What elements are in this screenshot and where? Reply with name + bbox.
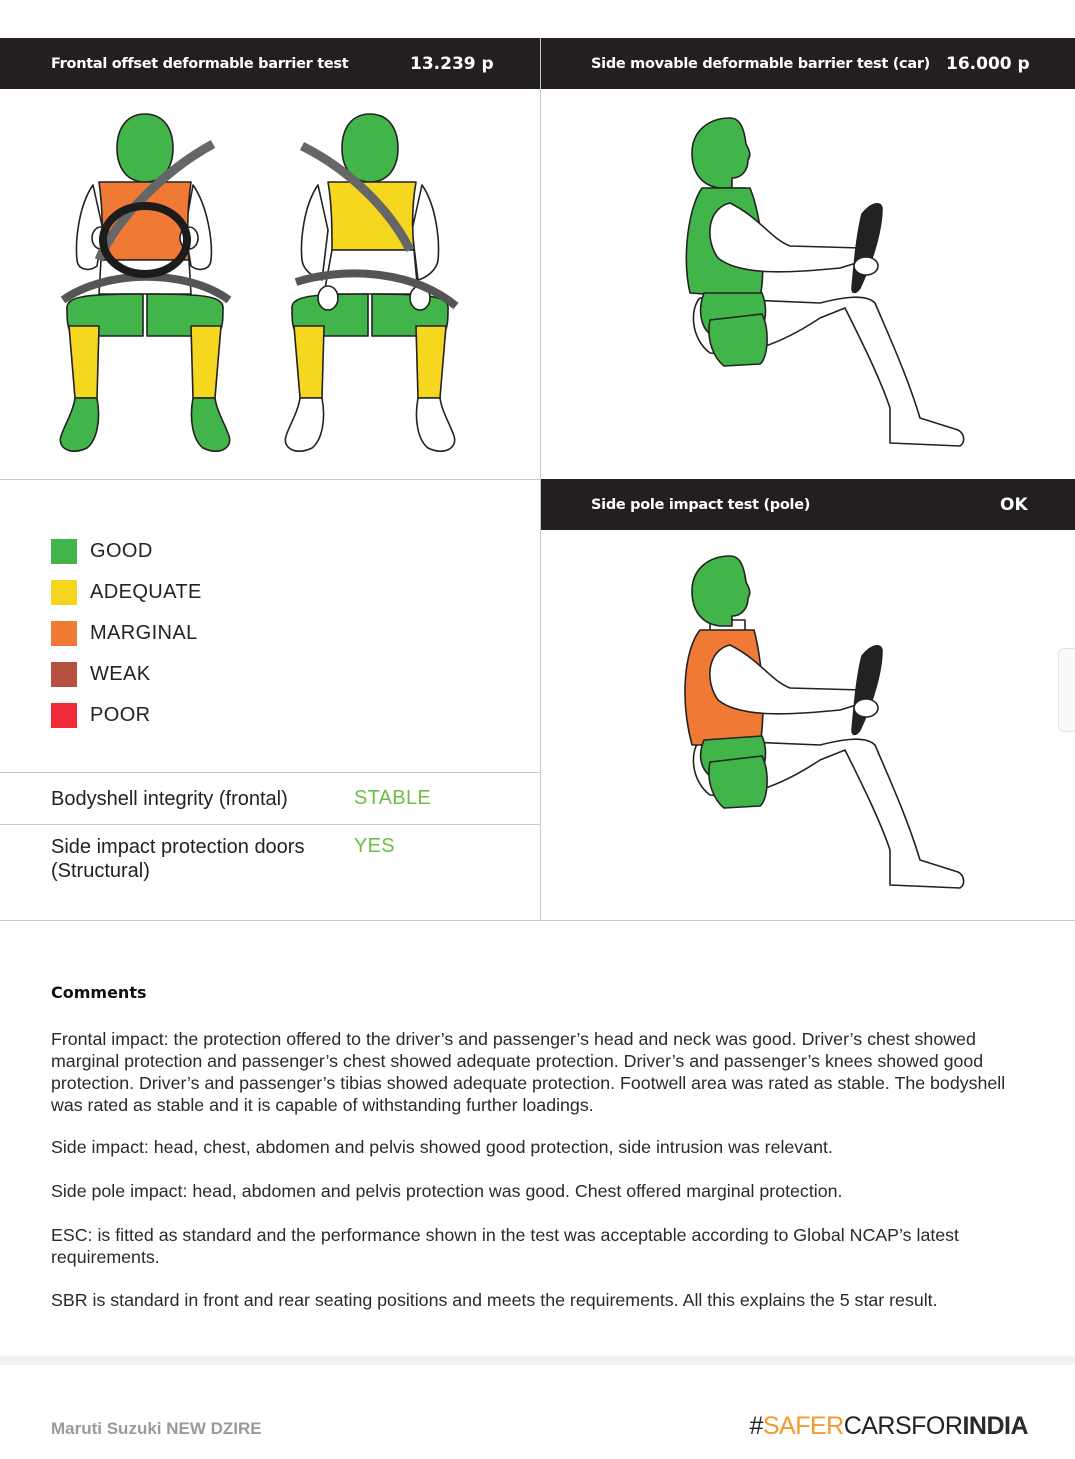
passenger-dummy-figure: [270, 110, 470, 460]
side-barrier-dummy-figure: [670, 108, 980, 458]
legend-item-weak: [51, 654, 202, 695]
divider-frontal-bottom: [0, 479, 540, 480]
comment-side-pole: Side pole impact: head, abdomen and pelvis protection was good. Chest offered marginal protection.: [51, 1181, 843, 1201]
side-pole-dummy-figure: [670, 550, 980, 900]
side-pole-title: Side pole impact test (pole): [591, 496, 811, 513]
side-doors-label: [51, 835, 304, 883]
side-pole-score: OK: [1000, 494, 1028, 515]
legend-label: ADEQUATE: [90, 581, 202, 603]
bodyshell-label: Bodyshell integrity (frontal): [51, 788, 288, 810]
car-model: Maruti Suzuki NEW DZIRE: [51, 1419, 262, 1438]
side-barrier-title: Side movable deformable barrier test (car): [591, 55, 931, 72]
legend-label: GOOD: [90, 540, 153, 562]
center-divider: [540, 38, 541, 921]
comment-side: Side impact: head, chest, abdomen and pelvis showed good protection, side intrusion was relevant.: [51, 1137, 833, 1157]
legend-label: MARGINAL: [90, 622, 198, 644]
divider-bodyshell-bottom: [0, 824, 540, 825]
side-doors-status: YES: [354, 835, 395, 857]
side-pole-header: [541, 479, 1075, 530]
legend-item-poor: [51, 695, 202, 736]
legend-swatch: [51, 539, 77, 564]
legend-label: POOR: [90, 704, 151, 726]
hashtag-logo: [749, 1412, 1028, 1441]
legend-item-adequate: [51, 572, 202, 613]
legend-swatch: [51, 621, 77, 646]
driver-dummy-figure: [45, 110, 245, 460]
legend-swatch: [51, 580, 77, 605]
bodyshell-status: STABLE: [354, 787, 432, 809]
comments-title: Comments: [51, 983, 147, 1002]
rating-legend: [51, 531, 202, 736]
hashtag-india: INDIA: [962, 1412, 1028, 1440]
frontal-test-header: [0, 38, 540, 89]
comment-sbr: SBR is standard in front and rear seating positions and meets the requirements. All this explains the 5 star result.: [51, 1290, 938, 1310]
legend-swatch: [51, 662, 77, 687]
footer-divider: [0, 1356, 1075, 1365]
legend-swatch: [51, 703, 77, 728]
legend-item-good: [51, 531, 202, 572]
hashtag-cars-for: CARSFOR: [843, 1412, 963, 1440]
divider-section-bottom: [0, 920, 1075, 921]
hashtag-safer: SAFER: [762, 1412, 844, 1440]
comment-esc: ESC: is fitted as standard and the performance shown in the test was acceptable according to Global NCAP’s latest requirements.: [51, 1225, 959, 1267]
side-scroll-tab[interactable]: [1058, 648, 1075, 732]
side-doors-label-line2: (Structural): [51, 860, 150, 882]
frontal-test-title: Frontal offset deformable barrier test: [51, 55, 349, 72]
frontal-test-score: 13.239 p: [410, 53, 494, 74]
side-barrier-header: [541, 38, 1075, 89]
side-barrier-score: 16.000 p: [946, 53, 1030, 74]
side-doors-label-line1: Side impact protection doors: [51, 836, 305, 858]
legend-label: WEAK: [90, 663, 151, 685]
hashtag-symbol: #: [749, 1412, 763, 1440]
comment-frontal: Frontal impact: the protection offered to the driver’s and passenger’s head and neck was good. Driver’s chest showed marginal protection and passenger’s chest showed adequate protection. Driver’s and passenger’s knees showed good protection. Driver’s and passenger’s tibias showed adequate protection. Footwell area was rated as stable. The bodyshell was rated as stable and it is capable of withstanding further loadings.: [51, 1029, 1006, 1115]
legend-item-marginal: [51, 613, 202, 654]
divider-legend-bottom: [0, 772, 540, 773]
